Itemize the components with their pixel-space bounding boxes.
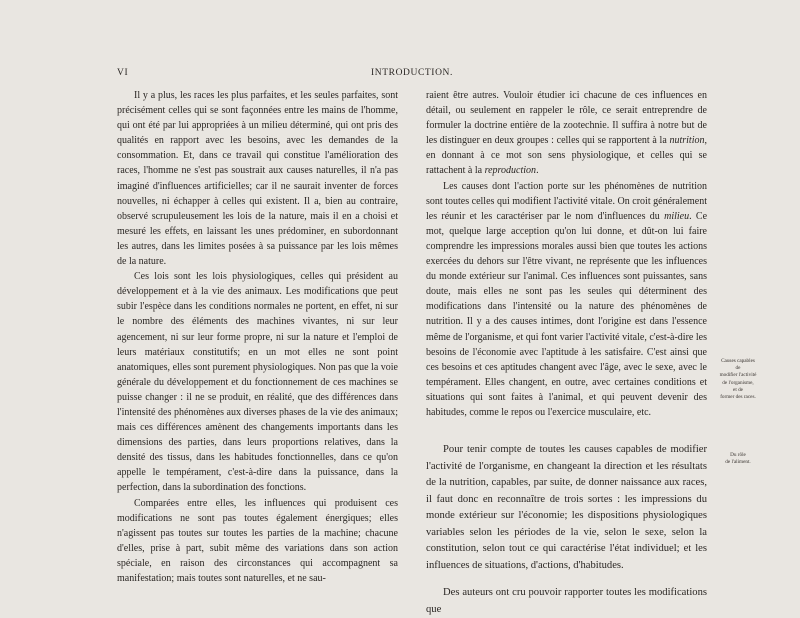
paragraph: Comparées entre elles, les influences qui produisent ces modifications ne sont pas toutes également énergiques; elles n'agissent pas toutes sur toutes les parties de la machine; chacune d'elles, prise à part, subit même des variations dans son action spéciale, en raison des circonstances qui accompagnent sa manifestation; mais toutes sont naturelles, et ne sau-: [117, 497, 398, 584]
paragraph: Des auteurs ont cru pouvoir rapporter toutes les modifications que: [426, 587, 707, 615]
margin-note: Causes capables de modifier l'activité de l'organisme, et de former des races.: [719, 358, 757, 401]
right-column: [426, 88, 707, 618]
margin-note: Du rôle de l'aliment.: [725, 452, 751, 466]
paragraph: Ces lois sont les lois physiologiques, celles qui président au développement et à la vie des animaux. Les modifications que peut subir l'espèce dans les conditions normales ne portent, en effet, ni sur le nombre des éléments des machines vivantes, ni sur leur agencement, ni sur leur forme propre, ni sur la nature et l'emploi de leurs matériaux constitutifs; en un mot elles ne sont point anatomiques, elles sont purement physiologiques. Non pas que la voie générale du développement et du fonctionnement de ces machines se puisse changer : il ne se produit, en réalité, que des différences dans l'intensité des phénomènes aux diverses phases de la vie des animaux; mais ces différences amènent des changements importants dans les dimensions des parties, dans leurs proportions relatives, dans la densité des tissus, dans les habitudes fonctionnelles, dans ce qu'on appelle le tempérament, c'est-à-dire dans la puissance, dans la perfection, dans la subordination des fonctions.: [117, 271, 398, 494]
paragraph: raient être autres. Vouloir étudier ici chacune de ces influences en détail, ou seulement en rappeler le rôle, ce serait entreprendre de formuler la doctrine entière de la zootechnie. Il suffira à notre but de les distinguer en deux groupes : celles qui se rapportent à la nutrition, en donnant à ce mot son sens physiologique, et celles qui se rattachent à la reproduction.: [426, 90, 707, 177]
paragraph: Pour tenir compte de toutes les causes capables de modifier l'activité de l'organisme, en changeant la direction et les résultats de la nutrition, capables, par suite, de donner naissance aux races, il faut donc en reconnaître de trois sortes : les impressions du monde extérieur sur l'économie; les dispositions physiologiques variables selon les périodes de la vie, selon le sexe, selon la constitution, selon tout ce qui caractérise l'état individuel; et les influences de situations, d'actions, d'habitudes.: [426, 444, 707, 571]
paragraph: Les causes dont l'action porte sur les phénomènes de nutrition sont toutes celles qui modifient l'activité vitale. On croit généralement les réunir et les caractériser par le nom d'influences du milieu. Ce mot, quelque large acception qu'on lui donne, et dût-on lui faire comprendre les impressions morales aussi bien que toutes les actions exercées du dehors sur l'être vivant, ne représente que les influences du monde extérieur sur l'animal. Ces influences sont puissantes, sans doute, mais elles ne sont pas les seules qui déterminent des modifications dans l'intensité ou la nature des phénomènes de nutrition. Il y a des causes intimes, dont l'origine est dans l'essence même de l'organisme, et qui font varier l'activité vitale, c'est-à-dire les besoins de l'économie avec l'aptitude à les satisfaire. C'est ainsi que ces besoins et ces aptitudes changent avec l'âge, avec le sexe, avec le tempérament. Elles changent, en outre, avec certaines conditions et situations qui sont faites à l'animal, et qui peuvent devenir des habitudes, comme le repos ou l'exercice musculaire, etc.: [426, 180, 708, 418]
page-header: [117, 68, 707, 82]
page-number: VI: [117, 68, 129, 78]
emphasis: nutrition: [669, 135, 705, 147]
left-column: [117, 88, 398, 586]
running-title: INTRODUCTION.: [371, 68, 453, 78]
paragraph: Il y a plus, les races les plus parfaites, et les seules parfaites, sont précisément celles qui se sont façonnées entre les mains de l'homme, qui ont été par lui appropriées à un milieu déterminé, qui ont pris des qualités en rapport avec les besoins, avec les demandes de la consommation. Et, dans ce travail qui constitue l'amélioration des races, l'homme ne s'est pas soustrait aux causes naturelles, il n'a pas imaginé d'influences artificielles; car il ne saurait inventer de forces nouvelles, ni échapper à celles qui existent. Il a, bien au contraire, observé scrupuleusement les lois de la nature, mais il en a choisi et mesuré les effets, en laissant les unes prédominer, en subordonnant les autres, dans les limites posées à sa puissance par les lois mêmes de la nature.: [117, 90, 398, 268]
emphasis: milieu: [664, 210, 690, 222]
emphasis: reproduction: [484, 165, 537, 177]
